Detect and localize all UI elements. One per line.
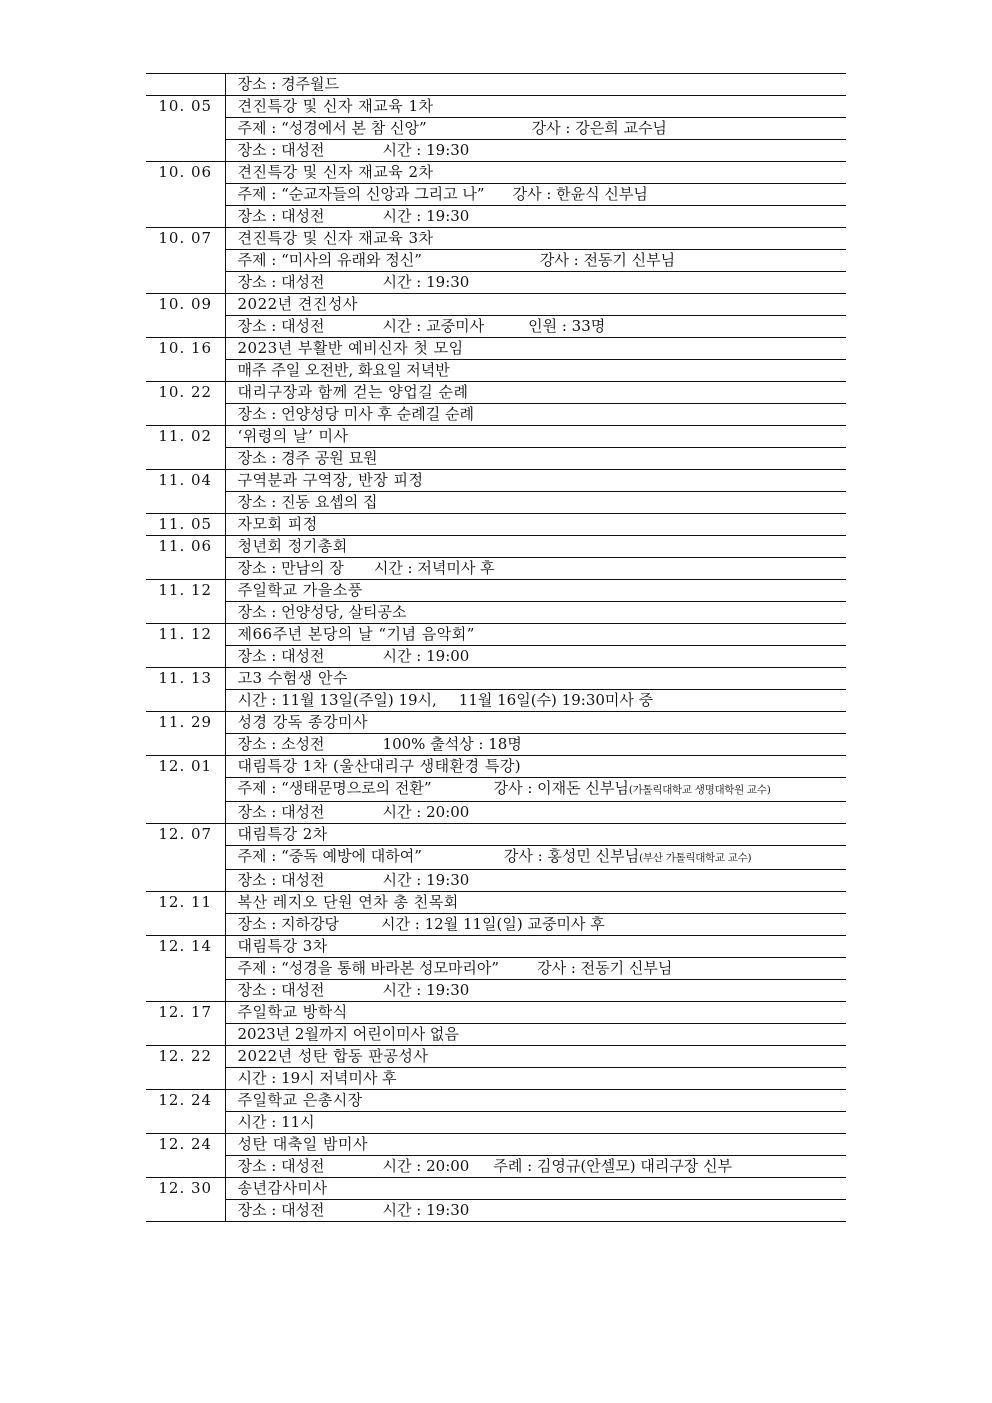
event-title: [225, 1090, 846, 1112]
event-detail: [225, 1024, 846, 1046]
speaker-affiliation: (가톨릭대학교 생명대학원 교수): [628, 784, 771, 796]
event-text: 시간 : 11월 13일(주일) 19시,: [237, 691, 437, 709]
event-detail: [225, 140, 846, 162]
event-detail: [225, 558, 846, 580]
event-detail-row: [146, 846, 846, 870]
event-detail-row: [146, 1068, 846, 1090]
event-text: 주제 : “생태문명으로의 전환”: [237, 779, 432, 797]
event-row: [146, 382, 846, 404]
event-date: 12. 11: [146, 892, 225, 914]
event-text: 시간 : 19:00: [382, 647, 470, 665]
event-text: 매주 주일 오전반, 화요일 저녁반: [237, 361, 450, 379]
event-row: [146, 294, 846, 316]
event-date: [146, 272, 225, 294]
event-detail: [225, 870, 846, 892]
event-title: [225, 712, 846, 734]
event-row: [146, 426, 846, 448]
event-detail-row: [146, 492, 846, 514]
event-date: [146, 914, 225, 936]
event-text: 시간 : 20:00: [382, 803, 470, 821]
event-title: [225, 514, 846, 536]
event-detail: [225, 492, 846, 514]
event-detail: [225, 1156, 846, 1178]
event-row: [146, 536, 846, 558]
event-detail-row: [146, 958, 846, 980]
event-date: [146, 74, 225, 96]
event-title: [225, 338, 846, 360]
event-date: [146, 646, 225, 668]
event-text: 주제 : “성경에서 본 참 신앙”: [237, 119, 427, 137]
event-date: 11. 05: [146, 514, 225, 536]
event-row: [146, 712, 846, 734]
event-row: [146, 96, 846, 118]
event-row: [146, 824, 846, 846]
event-text: 성탄 대축일 밤미사: [237, 1135, 368, 1153]
event-title: [225, 1046, 846, 1068]
event-text: 강사 : 홍성민 신부님: [503, 847, 640, 865]
event-detail-row: [146, 316, 846, 338]
event-detail-row: [146, 1156, 846, 1178]
event-detail: [225, 206, 846, 228]
speaker-affiliation: (부산 가톨릭대학교 교수): [639, 852, 752, 864]
event-title: [225, 892, 846, 914]
event-detail: [225, 1068, 846, 1090]
event-date: 11. 06: [146, 536, 225, 558]
event-date: 12. 01: [146, 756, 225, 778]
event-text: 장소 : 대성전: [237, 1157, 325, 1175]
event-text: 대림특강 3차: [237, 937, 328, 955]
event-title: [225, 824, 846, 846]
event-detail: [225, 316, 846, 338]
event-text: 시간 : 19:30: [382, 207, 470, 225]
event-text: 100% 출석상 : 18명: [382, 735, 522, 753]
event-row: [146, 1134, 846, 1156]
event-detail: [225, 646, 846, 668]
schedule-page: [146, 73, 846, 1222]
event-row: [146, 514, 846, 536]
event-title: [225, 1002, 846, 1024]
event-text: 구역분과 구역장, 반장 피정: [237, 471, 424, 489]
event-text: 장소 : 언양성당, 살티공소: [237, 603, 407, 621]
event-date: [146, 802, 225, 824]
event-detail-row: [146, 206, 846, 228]
event-text: 장소 : 대성전: [237, 1201, 325, 1219]
event-text: 시간 : 19:30: [382, 1201, 470, 1219]
event-row: [146, 1002, 846, 1024]
event-detail: [225, 404, 846, 426]
event-date: 11. 12: [146, 624, 225, 646]
event-text: 청년회 정기총회: [237, 537, 348, 555]
event-detail-row: [146, 602, 846, 624]
event-text: 주일학교 가을소풍: [237, 581, 363, 599]
event-text: 시간 : 12월 11일(일) 교중미사 후: [381, 915, 605, 933]
event-text: 2022년 견진성사: [237, 295, 358, 313]
event-title: [225, 228, 846, 250]
event-title: [225, 470, 846, 492]
event-detail-row: [146, 140, 846, 162]
event-text: 2023년 2월까지 어린이미사 없음: [237, 1025, 459, 1043]
event-date: 11. 29: [146, 712, 225, 734]
event-date: [146, 734, 225, 756]
event-row: [146, 756, 846, 778]
event-text: 장소 : 대성전: [237, 981, 325, 999]
event-text: 시간 : 19시 저녁미사 후: [237, 1069, 397, 1087]
event-text: 주제 : “순교자들의 신앙과 그리고 나”: [237, 185, 485, 203]
event-detail-row: [146, 802, 846, 824]
event-detail-row: [146, 74, 846, 96]
event-text: 장소 : 만남의 장: [237, 559, 344, 577]
event-detail: [225, 958, 846, 980]
event-detail-row: [146, 1024, 846, 1046]
event-title: [225, 162, 846, 184]
event-date: [146, 250, 225, 272]
event-date: [146, 448, 225, 470]
event-detail-row: [146, 778, 846, 802]
event-title: [225, 382, 846, 404]
event-text: 송년감사미사: [237, 1179, 328, 1197]
event-detail-row: [146, 980, 846, 1002]
event-date: [146, 1200, 225, 1222]
event-title: [225, 756, 846, 778]
event-text: 장소 : 대성전: [237, 273, 325, 291]
event-date: [146, 558, 225, 580]
event-detail-row: [146, 184, 846, 206]
event-detail-row: [146, 360, 846, 382]
event-text: 강사 : 전동기 신부님: [539, 251, 676, 269]
event-text: 시간 : 19:30: [382, 871, 470, 889]
event-date: 10. 09: [146, 294, 225, 316]
event-detail-row: [146, 870, 846, 892]
event-text: 장소 : 대성전: [237, 141, 325, 159]
event-text: 대리구장과 함께 걷는 양업길 순례: [237, 383, 469, 401]
event-text: 견진특강 및 신자 재교육 2차: [237, 163, 434, 181]
event-text: 시간 : 19:30: [382, 981, 470, 999]
event-detail: [225, 250, 846, 272]
event-detail-row: [146, 250, 846, 272]
event-text: 시간 : 19:30: [382, 141, 470, 159]
event-date: 12. 30: [146, 1178, 225, 1200]
event-detail: [225, 802, 846, 824]
event-row: [146, 338, 846, 360]
event-text: 2023년 부활반 예비신자 첫 모임: [237, 339, 464, 357]
event-detail: [225, 846, 846, 870]
event-detail: [225, 914, 846, 936]
event-text: 견진특강 및 신자 재교육 1차: [237, 97, 434, 115]
schedule-table: [146, 73, 846, 1222]
event-detail: [225, 980, 846, 1002]
event-text: 주일학교 은총시장: [237, 1091, 363, 1109]
event-row: [146, 1178, 846, 1200]
event-date: 11. 13: [146, 668, 225, 690]
event-text: 장소 : 대성전: [237, 871, 325, 889]
event-date: 12. 22: [146, 1046, 225, 1068]
event-date: [146, 1024, 225, 1046]
event-date: 10. 16: [146, 338, 225, 360]
event-date: 12. 17: [146, 1002, 225, 1024]
event-date: [146, 602, 225, 624]
event-detail: [225, 448, 846, 470]
event-detail-row: [146, 914, 846, 936]
event-date: [146, 140, 225, 162]
event-text: 대림특강 1차 (울산대리구 생태환경 특강): [237, 757, 522, 775]
event-title: [225, 1134, 846, 1156]
event-date: [146, 1068, 225, 1090]
event-detail: [225, 1200, 846, 1222]
event-text: 성경 강독 종강미사: [237, 713, 368, 731]
event-date: [146, 404, 225, 426]
event-text: ‘위령의 날’ 미사: [237, 427, 349, 445]
event-date: [146, 118, 225, 140]
event-title: [225, 96, 846, 118]
event-title: [225, 936, 846, 958]
event-title: [225, 1178, 846, 1200]
event-detail-row: [146, 558, 846, 580]
event-text: 11월 16일(수) 19:30미사 중: [458, 691, 654, 709]
event-title: [225, 536, 846, 558]
event-date: [146, 492, 225, 514]
event-text: 주제 : “성경을 통해 바라본 성모마리아”: [237, 959, 500, 977]
event-detail-row: [146, 118, 846, 140]
event-text: 시간 : 11시: [237, 1113, 315, 1131]
event-detail-row: [146, 734, 846, 756]
event-title: [225, 426, 846, 448]
event-text: 장소 : 언양성당 미사 후 순례길 순례: [237, 405, 475, 423]
event-date: [146, 1112, 225, 1134]
event-text: 견진특강 및 신자 재교육 3차: [237, 229, 434, 247]
event-text: 주제 : “미사의 유래와 정신”: [237, 251, 422, 269]
event-row: [146, 892, 846, 914]
event-row: [146, 228, 846, 250]
event-date: 11. 02: [146, 426, 225, 448]
event-text: 시간 : 19:30: [382, 273, 470, 291]
event-text: 강사 : 강은희 교수님: [531, 119, 667, 137]
event-text: 주제 : “중독 예방에 대하여”: [237, 847, 422, 865]
event-detail-row: [146, 448, 846, 470]
event-date: 12. 14: [146, 936, 225, 958]
event-detail: [225, 690, 846, 712]
event-text: 장소 : 경주월드: [237, 75, 340, 93]
event-date: [146, 206, 225, 228]
event-text: 장소 : 경주 공원 묘원: [237, 449, 378, 467]
event-text: 장소 : 대성전: [237, 647, 325, 665]
event-date: [146, 778, 225, 802]
event-date: 10. 06: [146, 162, 225, 184]
event-detail: [225, 272, 846, 294]
event-text: 장소 : 진동 요셉의 집: [237, 493, 378, 511]
event-detail-row: [146, 690, 846, 712]
event-text: 인원 : 33명: [528, 317, 606, 335]
event-date: [146, 980, 225, 1002]
event-detail: [225, 184, 846, 206]
event-row: [146, 936, 846, 958]
event-text: 장소 : 지하강당: [237, 915, 340, 933]
event-text: 시간 : 교중미사: [382, 317, 485, 335]
event-row: [146, 580, 846, 602]
event-detail-row: [146, 646, 846, 668]
event-date: 10. 22: [146, 382, 225, 404]
event-text: 장소 : 대성전: [237, 207, 325, 225]
event-date: 12. 24: [146, 1134, 225, 1156]
event-date: [146, 316, 225, 338]
event-date: [146, 846, 225, 870]
event-date: [146, 184, 225, 206]
event-text: 고3 수험생 안수: [237, 669, 349, 687]
event-text: 2022년 성탄 합동 판공성사: [237, 1047, 429, 1065]
event-date: [146, 1156, 225, 1178]
event-text: 제66주년 본당의 날 “기념 음악회”: [237, 625, 475, 643]
event-detail: [225, 118, 846, 140]
event-detail: [225, 360, 846, 382]
event-date: 12. 24: [146, 1090, 225, 1112]
event-date: [146, 690, 225, 712]
event-date: [146, 360, 225, 382]
event-text: 자모회 피정: [237, 515, 318, 533]
event-detail-row: [146, 272, 846, 294]
event-text: 주례 : 김영규(안셀모) 대리구장 신부: [493, 1157, 733, 1175]
event-text: 시간 : 20:00: [382, 1157, 470, 1175]
event-date: 10. 07: [146, 228, 225, 250]
event-date: 12. 07: [146, 824, 225, 846]
event-row: [146, 668, 846, 690]
event-detail: [225, 734, 846, 756]
event-date: 11. 12: [146, 580, 225, 602]
event-row: [146, 624, 846, 646]
event-row: [146, 162, 846, 184]
event-detail-row: [146, 1200, 846, 1222]
event-detail: [225, 602, 846, 624]
event-date: 10. 05: [146, 96, 225, 118]
event-detail-row: [146, 404, 846, 426]
event-row: [146, 1090, 846, 1112]
event-date: [146, 870, 225, 892]
event-row: [146, 1046, 846, 1068]
event-text: 장소 : 소성전: [237, 735, 325, 753]
event-title: [225, 294, 846, 316]
event-text: 강사 : 전동기 신부님: [537, 959, 673, 977]
event-detail: [225, 1112, 846, 1134]
event-row: [146, 470, 846, 492]
event-text: 장소 : 대성전: [237, 317, 325, 335]
event-text: 강사 : 한윤식 신부님: [512, 185, 648, 203]
event-date: 11. 04: [146, 470, 225, 492]
event-title: [225, 624, 846, 646]
event-title: [225, 668, 846, 690]
event-text: 시간 : 저녁미사 후: [373, 559, 495, 577]
event-text: 장소 : 대성전: [237, 803, 325, 821]
event-title: [225, 580, 846, 602]
event-text: 대림특강 2차: [237, 825, 328, 843]
event-text: 복산 레지오 단원 연차 총 친목회: [237, 893, 459, 911]
event-text: 주일학교 방학식: [237, 1003, 348, 1021]
event-detail: [225, 778, 846, 802]
event-detail-row: [146, 1112, 846, 1134]
event-detail: [225, 74, 846, 96]
event-date: [146, 958, 225, 980]
event-text: 강사 : 이재돈 신부님: [493, 779, 629, 797]
